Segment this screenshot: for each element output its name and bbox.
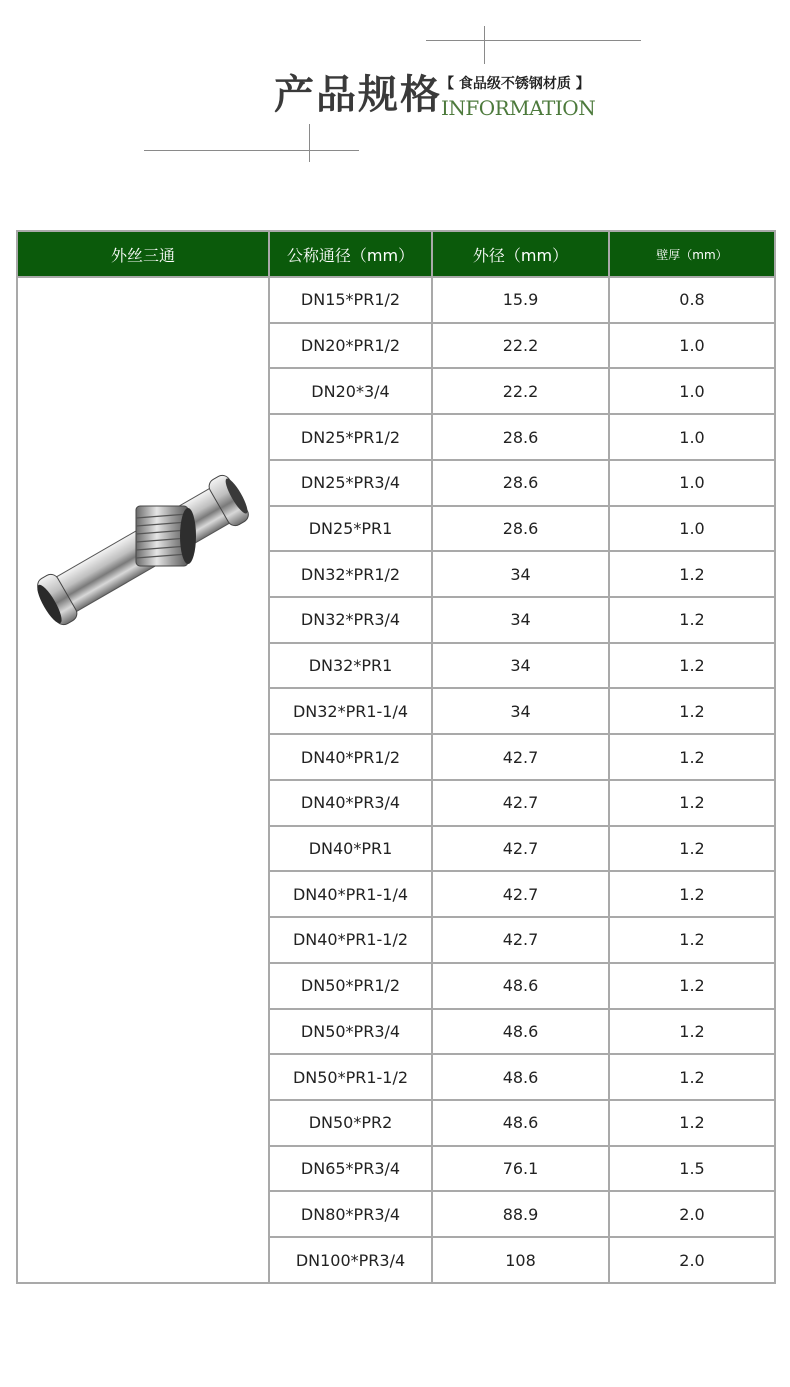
nominal-diameter-cell: DN32*PR1/2 <box>269 551 432 597</box>
outer-diameter-cell: 22.2 <box>432 368 609 414</box>
nominal-diameter-cell: DN50*PR1/2 <box>269 963 432 1009</box>
wall-thickness-cell: 1.5 <box>609 1146 775 1192</box>
outer-diameter-cell: 34 <box>432 688 609 734</box>
outer-diameter-cell: 28.6 <box>432 506 609 552</box>
wall-thickness-cell: 1.2 <box>609 1009 775 1055</box>
product-image-cell <box>17 277 269 1283</box>
wall-thickness-cell: 1.0 <box>609 506 775 552</box>
nominal-diameter-cell: DN25*PR3/4 <box>269 460 432 506</box>
outer-diameter-cell: 42.7 <box>432 917 609 963</box>
table-body <box>17 277 775 1283</box>
wall-thickness-cell: 1.2 <box>609 1100 775 1146</box>
outer-diameter-cell: 48.6 <box>432 963 609 1009</box>
nominal-diameter-cell: DN25*PR1/2 <box>269 414 432 460</box>
nominal-diameter-cell: DN32*PR3/4 <box>269 597 432 643</box>
wall-thickness-cell: 1.2 <box>609 551 775 597</box>
wall-thickness-cell: 1.2 <box>609 963 775 1009</box>
wall-thickness-cell: 1.2 <box>609 734 775 780</box>
page-title: 产品规格 <box>274 72 442 118</box>
wall-thickness-cell: 0.8 <box>609 277 775 323</box>
wall-thickness-cell: 1.0 <box>609 460 775 506</box>
wall-thickness-cell: 1.2 <box>609 826 775 872</box>
wall-thickness-cell: 1.2 <box>609 688 775 734</box>
wall-thickness-cell: 2.0 <box>609 1191 775 1237</box>
nominal-diameter-cell: DN40*PR1-1/4 <box>269 871 432 917</box>
wall-thickness-cell: 1.2 <box>609 597 775 643</box>
spec-table <box>16 230 776 1284</box>
column-header-nominal-diameter: 公称通径（mm） <box>269 231 432 277</box>
wall-thickness-cell: 2.0 <box>609 1237 775 1283</box>
wall-thickness-cell: 1.0 <box>609 368 775 414</box>
outer-diameter-cell: 42.7 <box>432 734 609 780</box>
outer-diameter-cell: 42.7 <box>432 780 609 826</box>
outer-diameter-cell: 48.6 <box>432 1009 609 1055</box>
nominal-diameter-cell: DN65*PR3/4 <box>269 1146 432 1192</box>
nominal-diameter-cell: DN40*PR1 <box>269 826 432 872</box>
outer-diameter-cell: 28.6 <box>432 414 609 460</box>
outer-diameter-cell: 42.7 <box>432 871 609 917</box>
wall-thickness-cell: 1.2 <box>609 780 775 826</box>
wall-thickness-cell: 1.2 <box>609 871 775 917</box>
column-header-product: 外丝三通 <box>17 231 269 277</box>
nominal-diameter-cell: DN40*PR1/2 <box>269 734 432 780</box>
page-subtitle: INFORMATION <box>441 96 596 120</box>
nominal-diameter-cell: DN40*PR1-1/2 <box>269 917 432 963</box>
nominal-diameter-cell: DN20*3/4 <box>269 368 432 414</box>
tee-fitting-image <box>18 278 268 1278</box>
outer-diameter-cell: 34 <box>432 597 609 643</box>
nominal-diameter-cell: DN50*PR1-1/2 <box>269 1054 432 1100</box>
table-header-row <box>17 231 775 277</box>
outer-diameter-cell: 88.9 <box>432 1191 609 1237</box>
outer-diameter-cell: 34 <box>432 551 609 597</box>
nominal-diameter-cell: DN15*PR1/2 <box>269 277 432 323</box>
nominal-diameter-cell: DN32*PR1-1/4 <box>269 688 432 734</box>
wall-thickness-cell: 1.0 <box>609 323 775 369</box>
outer-diameter-cell: 28.6 <box>432 460 609 506</box>
wall-thickness-cell: 1.2 <box>609 1054 775 1100</box>
outer-diameter-cell: 48.6 <box>432 1100 609 1146</box>
nominal-diameter-cell: DN32*PR1 <box>269 643 432 689</box>
nominal-diameter-cell: DN100*PR3/4 <box>269 1237 432 1283</box>
outer-diameter-cell: 42.7 <box>432 826 609 872</box>
outer-diameter-cell: 108 <box>432 1237 609 1283</box>
nominal-diameter-cell: DN50*PR3/4 <box>269 1009 432 1055</box>
outer-diameter-cell: 76.1 <box>432 1146 609 1192</box>
deco-line-top-vertical <box>484 26 485 64</box>
column-header-outer-diameter: 外径（mm） <box>432 231 609 277</box>
outer-diameter-cell: 22.2 <box>432 323 609 369</box>
outer-diameter-cell: 15.9 <box>432 277 609 323</box>
table-row <box>17 277 775 323</box>
nominal-diameter-cell: DN40*PR3/4 <box>269 780 432 826</box>
wall-thickness-cell: 1.0 <box>609 414 775 460</box>
nominal-diameter-cell: DN20*PR1/2 <box>269 323 432 369</box>
wall-thickness-cell: 1.2 <box>609 643 775 689</box>
deco-line-top <box>426 40 641 41</box>
nominal-diameter-cell: DN50*PR2 <box>269 1100 432 1146</box>
nominal-diameter-cell: DN80*PR3/4 <box>269 1191 432 1237</box>
deco-line-bottom-vertical <box>309 124 310 162</box>
column-header-wall-thickness: 壁厚（mm） <box>609 231 775 277</box>
deco-line-bottom <box>144 150 359 151</box>
material-tag: 【 食品级不锈钢材质 】 <box>440 76 590 92</box>
outer-diameter-cell: 34 <box>432 643 609 689</box>
wall-thickness-cell: 1.2 <box>609 917 775 963</box>
nominal-diameter-cell: DN25*PR1 <box>269 506 432 552</box>
outer-diameter-cell: 48.6 <box>432 1054 609 1100</box>
